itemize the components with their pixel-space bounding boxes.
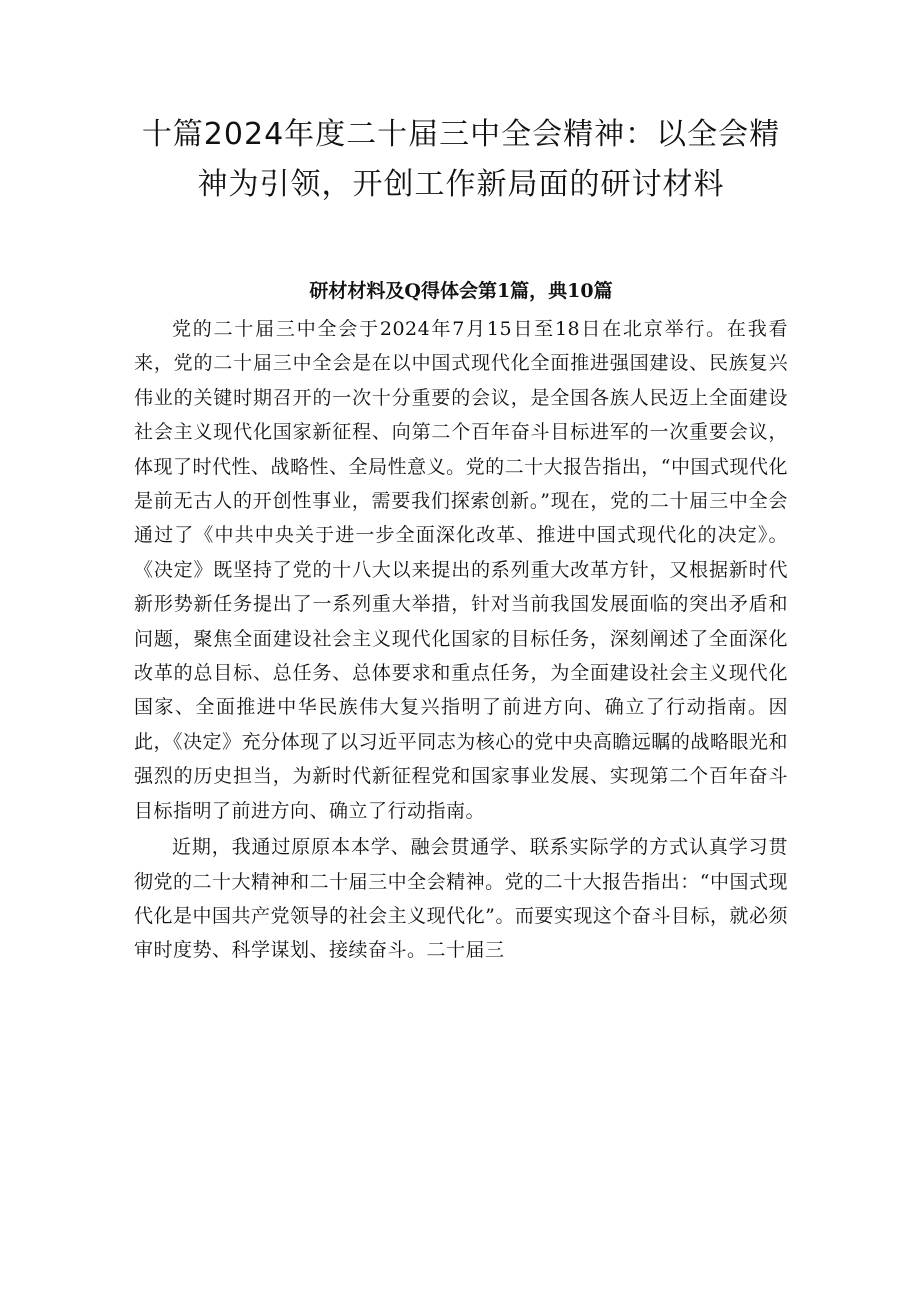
document-body	[134, 312, 788, 968]
body-paragraph: 近期，我通过原原本本学、融会贯通学、联系实际学的方式认真学习贯彻党的二十大精神和二十届三中全会精神。党的二十大报告指出：“中国式现代化是中国共产党领导的社会主义现代化”。而要实现这个奋斗目标，就必须审时度势、科学谋划、接续奋斗。二十届三	[134, 836, 788, 962]
body-paragraph: 党的二十届三中全会于2024年7月15日至18日在北京举行。在我看来，党的二十届三中全会是在以中国式现代化全面推进强国建设、民族复兴伟业的关键时期召开的一次十分重要的会议，是全国各族人民迈上全面建设社会主义现代化国家新征程、向第二个百年奋斗目标进军的一次重要会议，体现了时代性、战略性、全局性意义。党的二十大报告指出，“中国式现代化是前无古人的开创性事业，需要我们探索创新。”现在，党的二十届三中全会通过了《中共中央关于进一步全面深化改革、推进中国式现代化的决定》。《决定》既坚持了党的十八大以来提出的系列重大改革方针，又根据新时代新形势新任务提出了一系列重大举措，针对当前我国发展面临的突出矛盾和问题，聚焦全面建设社会主义现代化国家的目标任务，深刻阐述了全面深化改革的总目标、总任务、总体要求和重点任务，为全面建设社会主义现代化国家、全面推进中华民族伟大复兴指明了前进方向、确立了行动指南。因此，《决定》充分体现了以习近平同志为核心的党中央高瞻远瞩的战略眼光和强烈的历史担当，为新时代新征程党和国家事业发展、实现第二个百年奋斗目标指明了前进方向、确立了行动指南。	[134, 318, 788, 822]
document-title: 十篇2024年度二十届三中全会精神：以全会精神为引领，开创工作新局面的研讨材料	[141, 117, 781, 202]
document-subtitle: 研材材料及Q得体会第1篇，典10篇	[309, 280, 613, 302]
